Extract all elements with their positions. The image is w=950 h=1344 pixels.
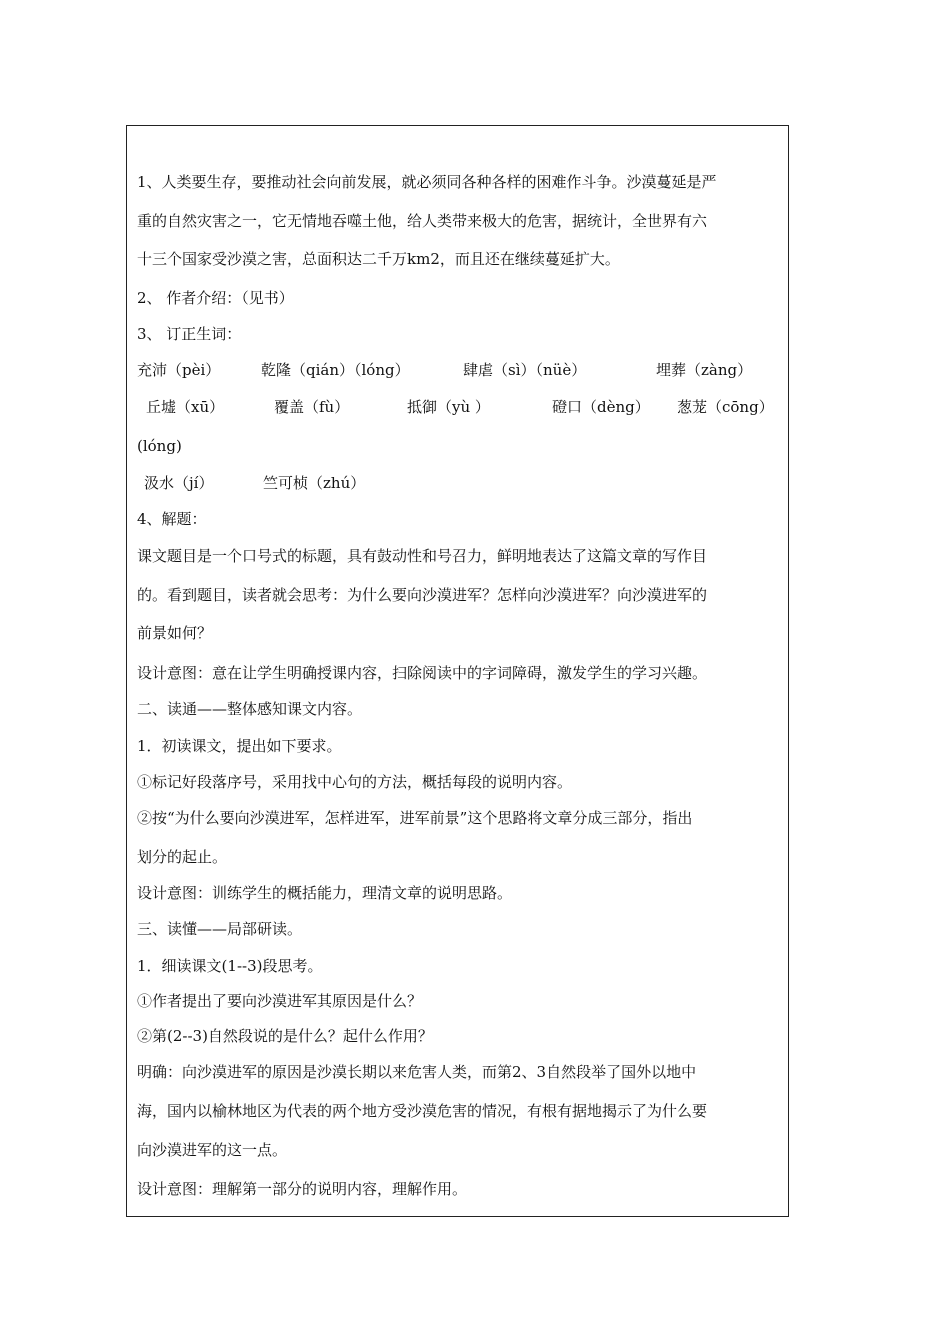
vocab-word: 汲水（jí） xyxy=(144,474,214,492)
paragraph-line: 明确：向沙漠进军的原因是沙漠长期以来危害人类，而第2、3自然段举了国外以地中 xyxy=(137,1063,697,1081)
paragraph-line: 1．细读课文(1--3)段思考。 xyxy=(137,957,323,975)
vocab-word: 覆盖（fù） xyxy=(274,398,350,416)
vocab-row-2-wrap: (lóng) xyxy=(137,437,182,455)
paragraph-line: 的。看到题目，读者就会思考：为什么要向沙漠进军？怎样向沙漠进军？向沙漠进军的 xyxy=(137,586,708,604)
section-heading: 三、读懂——局部研读。 xyxy=(137,920,303,938)
vocab-word: 丘墟（xū） xyxy=(146,398,225,416)
vocab-word: 葱茏（cōng） xyxy=(677,398,774,416)
paragraph-line: 课文题目是一个口号式的标题，具有鼓动性和号召力，鲜明地表达了这篇文章的写作目 xyxy=(137,547,708,565)
section-heading: 二、读通——整体感知课文内容。 xyxy=(137,700,363,718)
paragraph-1-line-2: 重的自然灾害之一，它无情地吞噬土他，给人类带来极大的危害，据统计，全世界有六 xyxy=(137,212,708,230)
paragraph-line: ②按“为什么要向沙漠进军，怎样进军，进军前景”这个思路将文章分成三部分，指出 xyxy=(137,809,693,827)
vocab-word: 磴口（dèng） xyxy=(552,398,650,416)
vocab-word: 乾隆（qián）（lóng） xyxy=(261,361,410,379)
paragraph-line: ①标记好段落序号，采用找中心句的方法，概括每段的说明内容。 xyxy=(137,773,573,791)
vocab-word: 抵御（yù ） xyxy=(407,398,490,416)
vocab-word: 竺可桢（zhú） xyxy=(263,474,366,492)
design-intent: 设计意图：训练学生的概括能力，理清文章的说明思路。 xyxy=(137,884,513,902)
section-heading: 4、解题： xyxy=(137,510,207,528)
paragraph-line: ①作者提出了要向沙漠进军其原因是什么？ xyxy=(137,992,423,1010)
paragraph-line: ②第(2--3)自然段说的是什么？起什么作用？ xyxy=(137,1027,433,1045)
paragraph-1-line-3: 十三个国家受沙漠之害，总面积达二千万km2，而且还在继续蔓延扩大。 xyxy=(137,250,620,268)
design-intent: 设计意图：意在让学生明确授课内容，扫除阅读中的字词障碍，激发学生的学习兴趣。 xyxy=(137,664,708,682)
paragraph-line: 划分的起止。 xyxy=(137,848,228,866)
paragraph-line: 向沙漠进军的这一点。 xyxy=(137,1141,288,1159)
paragraph-line: 1．初读课文，提出如下要求。 xyxy=(137,737,342,755)
content-table-cell xyxy=(126,125,789,1217)
vocab-word: 肆虐（sì）（nüè） xyxy=(463,361,587,379)
vocab-word: 埋葬（zàng） xyxy=(656,361,753,379)
paragraph-line: 前景如何？ xyxy=(137,624,213,642)
vocab-heading: 3、 订正生词： xyxy=(137,325,242,343)
design-intent: 设计意图：理解第一部分的说明内容，理解作用。 xyxy=(137,1180,468,1198)
author-intro: 2、 作者介绍：（见书） xyxy=(137,289,294,307)
paragraph-line: 海，国内以榆林地区为代表的两个地方受沙漠危害的情况，有根有据地揭示了为什么要 xyxy=(137,1102,708,1120)
paragraph-1-line-1: 1、人类要生存，要推动社会向前发展，就必须同各种各样的困难作斗争。沙漠蔓延是严 xyxy=(137,173,717,191)
vocab-word: 充沛（pèi） xyxy=(137,361,221,379)
